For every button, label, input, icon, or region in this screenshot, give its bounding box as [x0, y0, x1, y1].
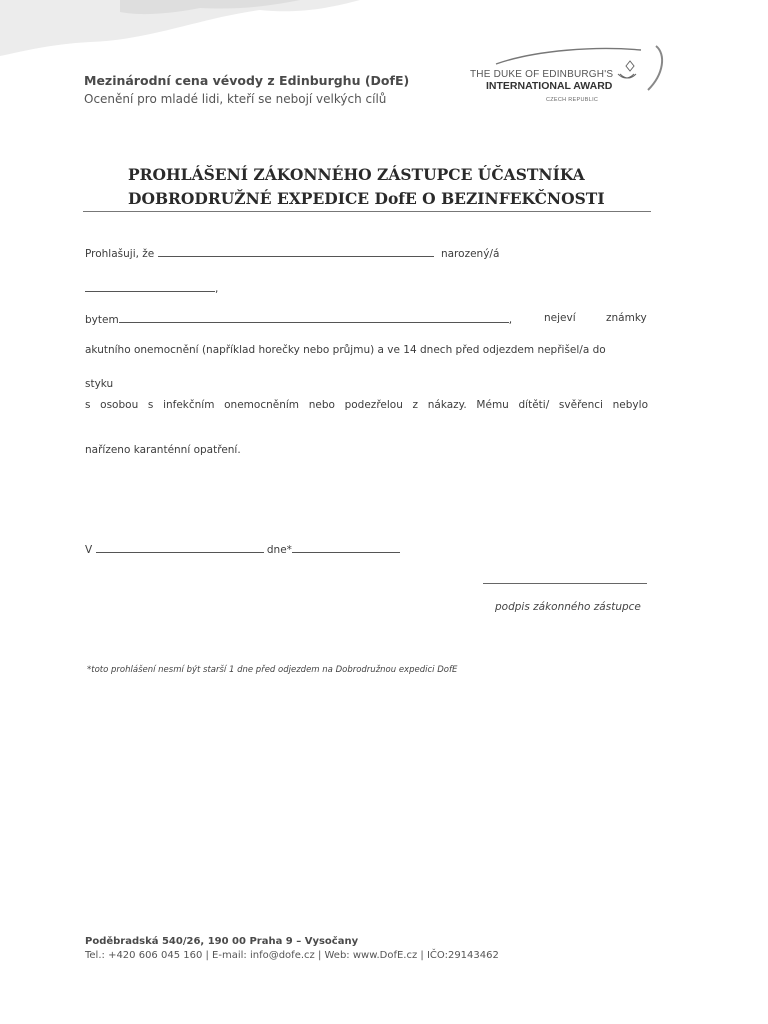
resident-row — [85, 312, 648, 326]
dofe-logo — [466, 44, 676, 108]
birth-date-field[interactable] — [85, 281, 215, 292]
organization-tagline: Ocenění pro mladé lidi, kteří se nebojí velkých cílů — [84, 92, 387, 106]
address-field[interactable] — [119, 312, 509, 323]
footer-contact: Tel.: +420 606 045 160 | E-mail: info@dofe.cz | Web: www.DofE.cz | IČO:29143462 — [85, 950, 499, 961]
address-comma: , — [508, 314, 513, 326]
document-title — [128, 163, 668, 211]
signature-field[interactable] — [483, 583, 647, 584]
title-line2: DOBRODRUŽNÉ EXPEDICE DofE O BEZINFEKČNOSTI — [128, 189, 605, 208]
paragraph-line1: akutního onemocnění (například horečky nebo průjmu) a ve 14 dnech před odjezdem nepřišel/a do — [85, 344, 606, 356]
date-label: dne* — [266, 544, 292, 556]
logo-text-line1: THE DUKE OF EDINBURGH'S — [470, 69, 614, 80]
logo-text-line2: INTERNATIONAL AWARD — [486, 80, 613, 92]
birth-date-row — [85, 281, 218, 295]
title-divider — [83, 211, 651, 212]
place-label: V — [85, 544, 93, 556]
place-field[interactable] — [96, 542, 264, 553]
paragraph-line2: styku — [85, 378, 114, 390]
resident-label: bytem — [85, 314, 119, 326]
paragraph-line4: nařízeno karanténní opatření. — [85, 444, 241, 456]
organization-name: Mezinárodní cena vévody z Edinburghu (DofE) — [84, 73, 410, 88]
logo-text-line3: CZECH REPUBLIC — [546, 97, 599, 103]
no-signs-word2: známky — [606, 312, 647, 324]
signature-label: podpis zákonného zástupce — [495, 601, 641, 613]
title-line1: PROHLÁŠENÍ ZÁKONNÉHO ZÁSTUPCE ÚČASTNÍKA — [128, 165, 585, 184]
name-field[interactable] — [158, 246, 434, 257]
born-label: narozený/á — [440, 248, 500, 260]
date-field[interactable] — [292, 542, 400, 553]
paragraph-line3: s osobou s infekčním onemocněním nebo podezřelou z nákazy. Mému dítěti/ svěřenci nebylo — [85, 399, 648, 411]
declare-row — [85, 246, 499, 260]
place-date-row — [85, 542, 400, 556]
no-signs-word1: nejeví — [544, 312, 576, 324]
birth-date-comma: , — [215, 283, 219, 295]
footer-address: Poděbradská 540/26, 190 00 Praha 9 – Vysočany — [85, 936, 359, 947]
footnote: *toto prohlášení nesmí být starší 1 dne před odjezdem na Dobrodružnou expedici DofE — [87, 665, 458, 675]
declare-label: Prohlašuji, že — [85, 248, 155, 260]
